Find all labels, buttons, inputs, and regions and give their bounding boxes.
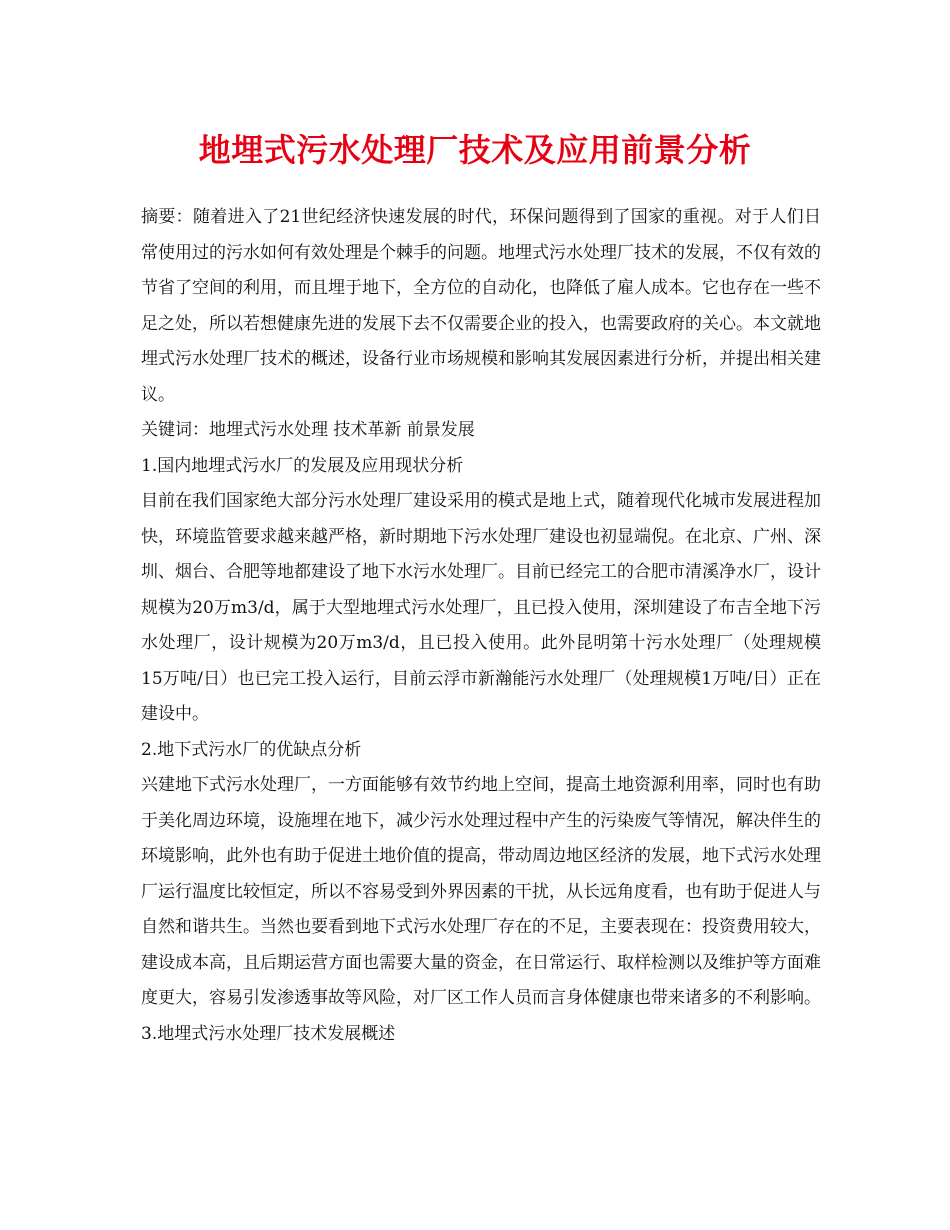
section-1-paragraph: 目前在我们国家绝大部分污水处理厂建设采用的模式是地上式，随着现代化城市发展进程加快，环境监管要求越来越严格，新时期地下污水处理厂建设也初显端倪。在北京、广州、深圳、烟台、合肥等地都建设了地下水污水处理厂。目前已经完工的合肥市清溪净水厂，设计规模为20万m3/d，属于大型地埋式污水处理厂，且已投入使用，深圳建设了布吉全地下污水处理厂，设计规模为20万m3/d，且已投入使用。此外昆明第十污水处理厂（处理规模15万吨/日）也已完工投入运行，目前云浮市新瀚能污水处理厂（处理规模1万吨/日）正在建设中。 — [141, 491, 821, 724]
section-2-paragraph: 兴建地下式污水处理厂，一方面能够有效节约地上空间，提高土地资源利用率，同时也有助于美化周边环境，设施埋在地下，减少污水处理过程中产生的污染废气等情况，解决伴生的环境影响，此外也有助于促进土地价值的提高，带动周边地区经济的发展，地下式污水处理厂运行温度比较恒定，所以不容易受到外界因素的干扰，从长远角度看，也有助于促进人与自然和谐共生。当然也要看到地下式污水处理厂存在的不足，主要表现在：投资费用较大，建设成本高，且后期运营方面也需要大量的资金，在日常运行、取样检测以及维护等方面难度更大，容易引发渗透事故等风险，对厂区工作人员而言身体健康也带来诸多的不利影响。 — [141, 775, 821, 1008]
abstract-paragraph: 摘要：随着进入了21世纪经济快速发展的时代，环保问题得到了国家的重视。对于人们日常使用过的污水如何有效处理是个棘手的问题。地埋式污水处理厂技术的发展，不仅有效的节省了空间的利用，而且埋于地下，全方位的自动化，也降低了雇人成本。它也存在一些不足之处，所以若想健康先进的发展下去不仅需要企业的投入，也需要政府的关心。本文就地埋式污水处理厂技术的概述，设备行业市场规模和影响其发展因素进行分析，并提出相关建议。 — [141, 207, 821, 405]
document-body — [141, 200, 821, 1052]
section-heading-2: 2.地下式污水厂的优缺点分析 — [141, 739, 362, 760]
section-heading-3: 3.地埋式污水处理厂技术发展概述 — [141, 1023, 396, 1044]
section-heading-1: 1.国内地埋式污水厂的发展及应用现状分析 — [141, 455, 464, 476]
keywords-line: 关键词：地埋式污水处理 技术革新 前景发展 — [141, 420, 475, 440]
document-title: 地埋式污水处理厂技术及应用前景分析 — [198, 131, 752, 169]
